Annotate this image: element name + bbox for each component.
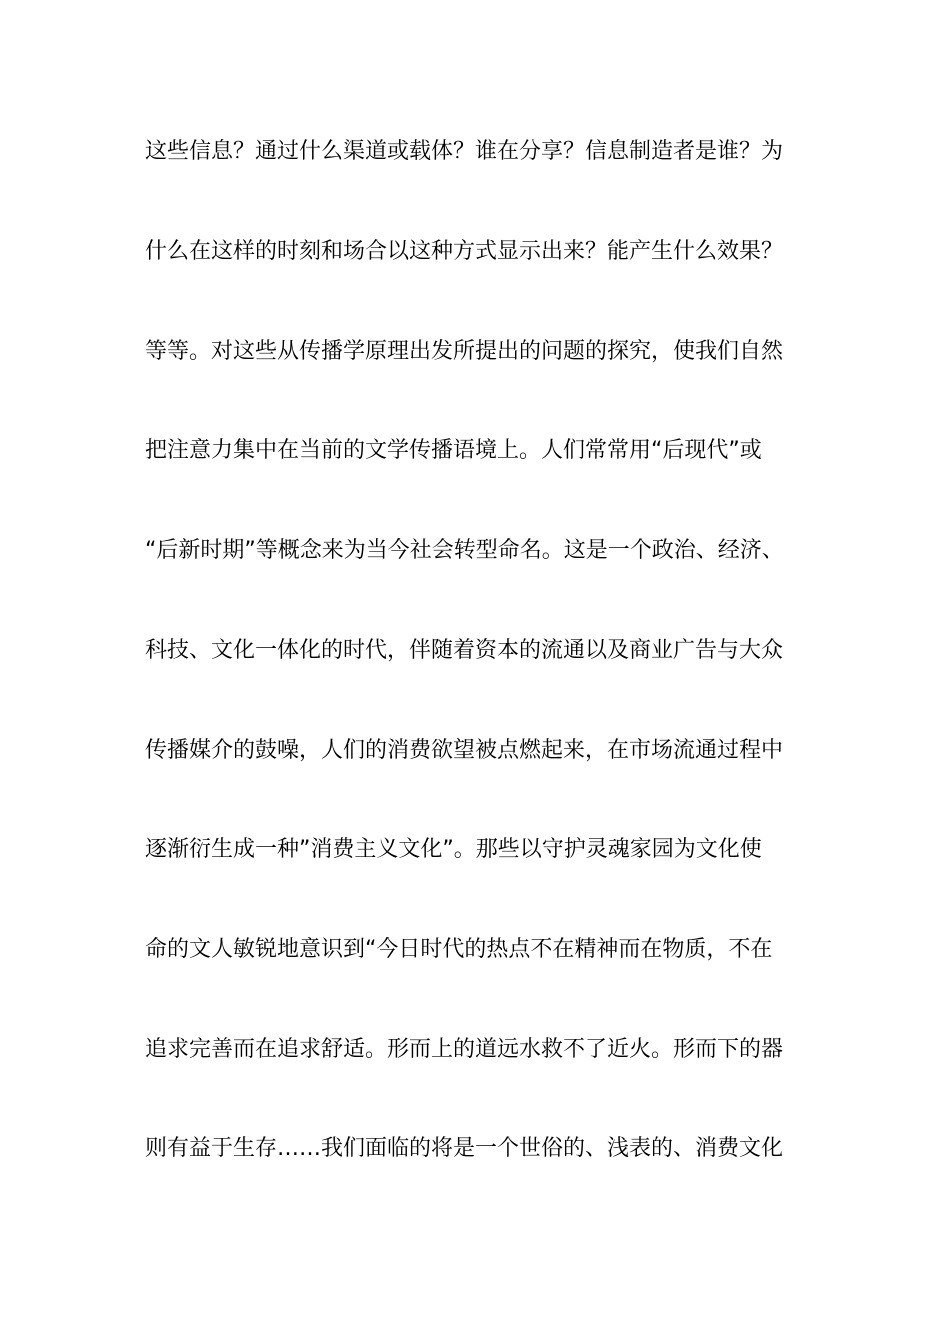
- text-line: 追求完善而在追求舒适。形而上的道远水救不了近火。形而下的器: [145, 1037, 784, 1062]
- text-line: 这些信息？通过什么渠道或载体？谁在分享？信息制造者是谁？为: [145, 139, 784, 164]
- text-line: 等等。对这些从传播学原理出发所提出的问题的探究，使我们自然: [145, 339, 784, 364]
- text-line: 则有益于生存……我们面临的将是一个世俗的、浅表的、消费文化: [145, 1136, 784, 1161]
- text-line: 把注意力集中在当前的文学传播语境上。人们常常用“后现代”或: [145, 438, 762, 463]
- text-line: 命的文人敏锐地意识到“今日时代的热点不在精神而在物质，不在: [145, 937, 773, 962]
- text-line: 传播媒介的鼓噪，人们的消费欲望被点燃起来，在市场流通过程中: [145, 738, 784, 763]
- text-line: 什么在这样的时刻和场合以这种方式显示出来？能产生什么效果？: [145, 239, 784, 264]
- text-line: 科技、文化一体化的时代，伴随着资本的流通以及商业广告与大众: [145, 638, 784, 663]
- text-line: “后新时期”等概念来为当今社会转型命名。这是一个政治、经济、: [145, 538, 784, 563]
- text-line: 逐渐衍生成一种”消费主义文化”。那些以守护灵魂家园为文化使: [145, 837, 762, 862]
